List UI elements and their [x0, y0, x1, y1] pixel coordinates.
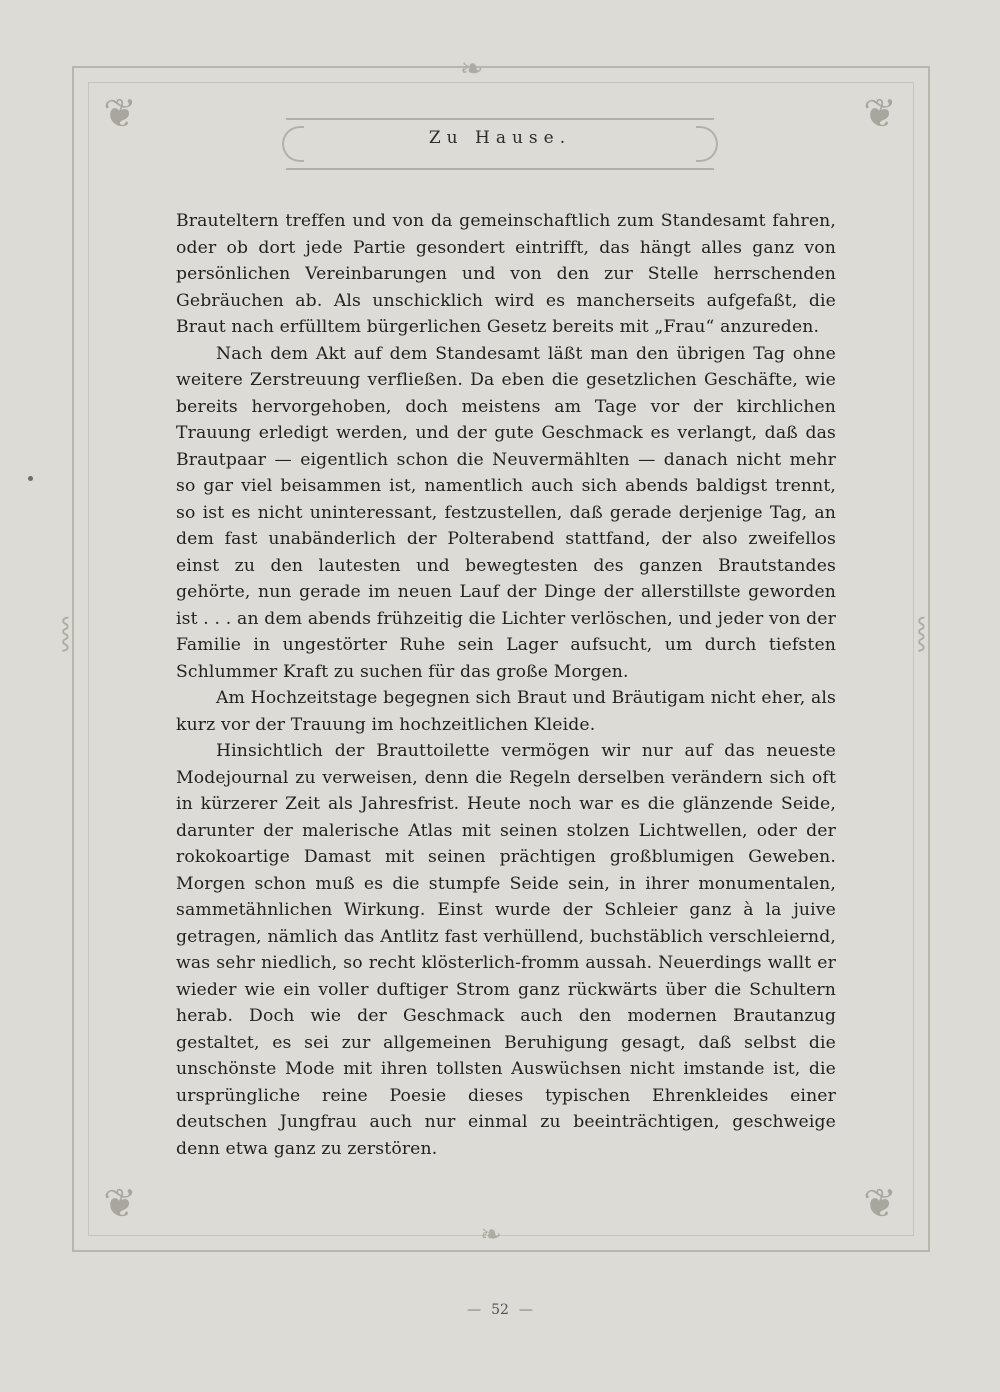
page-number-dash-right: — — [518, 1302, 533, 1318]
right-side-flourish-icon: ⸾ — [916, 615, 927, 650]
corner-ornament-bottom-right-icon: ❦ — [863, 1181, 897, 1227]
page-number: 52 — [491, 1302, 509, 1318]
page-number-footer — [440, 1302, 560, 1318]
corner-ornament-top-left-icon: ❦ — [103, 91, 137, 137]
left-side-flourish-icon: ⸾ — [60, 615, 71, 650]
running-title: Zu Hause. — [428, 128, 572, 148]
bottom-center-flourish-icon: ❧ — [480, 1220, 502, 1250]
paragraph: Hinsichtlich der Brauttoilette vermögen wir nur auf das neueste Modejournal zu verweisen, denn die Regeln derselben verändern sich oft in kürzerer Zeit als Jahresfrist. Heute noch war es die glänzende Seide, darunter der malerische Atlas mit seinen stolzen Lichtwellen, oder der rokokoartige Damast mit seinen prächtigen großblumigen Geweben. Morgen schon muß es die stumpfe Seide sein, in ihrer monumentalen, sammetähnlichen Wirkung. Einst wurde der Schleier ganz à la juive getragen, nämlich das Antlitz fast verhüllend, buchstäblich verschleiernd, was sehr niedlich, so recht klösterlich-fromm aussah. Neuerdings wallt er wieder wie ein voller duftiger Strom ganz rückwärts über die Schultern herab. Doch wie der Geschmack auch den modernen Brautanzug gestaltet, es sei zur allgemeinen Beruhigung gesagt, daß selbst die unschönste Mode mit ihren tollsten Auswüchsen nicht imstande ist, die ursprüngliche reine Poesie dieses typischen Ehrenkleides einer deutschen Jungfrau auch nur einmal zu beeinträchtigen, geschweige denn etwa ganz zu zerstören. — [176, 741, 836, 1159]
paragraph: Nach dem Akt auf dem Standesamt läßt man den übrigen Tag ohne weitere Zerstreuung verfließen. Da eben die gesetzlichen Geschäfte, wie bereits hervorgehoben, doch meistens am Tage vor der kirchlichen Trauung erledigt werden, und der gute Geschmack es verlangt, daß das Brautpaar — eigentlich schon die Neuvermählten — danach nicht mehr so gar viel beisammen ist, namentlich auch sich abends baldigst trennt, so ist es nicht uninteressant, festzustellen, daß gerade derjenige Tag, an dem fast unabänderlich der Polterabend stattfand, der also zweifellos einst zu den lautesten und bewegtesten des ganzen Brautstandes gehörte, nun gerade im neuen Lauf der Dinge der allerstillste geworden ist . . . an dem abends frühzeitig die Lichter verlöschen, und jeder von der Familie in ungestörter Ruhe sein Lager aufsucht, um durch tiefsten Schlummer Kraft zu suchen für das große Morgen. — [176, 343, 836, 682]
paper-speck — [28, 476, 33, 481]
paragraph: Brauteltern treffen und von da gemeinschaftlich zum Standesamt fahren, oder ob dort jede Partie gesondert eintrifft, das hängt alles ganz von persönlichen Vereinbarungen und von den zur Stelle herrschenden Gebräuchen ab. Als unschicklich wird es mancherseits aufgefaßt, die Braut nach erfülltem bürgerlichen Gesetz bereits mit „Frau“ anzureden. — [176, 211, 836, 337]
corner-ornament-top-right-icon: ❦ — [863, 91, 897, 137]
page-number-dash-left: — — [467, 1302, 482, 1318]
paragraph: Am Hochzeitstage begegnen sich Braut und Bräutigam nicht eher, als kurz vor der Trauung im hochzeitlichen Kleide. — [176, 688, 836, 735]
top-center-flourish-icon: ❧ — [460, 52, 484, 85]
body-text — [176, 208, 836, 1162]
corner-ornament-bottom-left-icon: ❦ — [103, 1181, 137, 1227]
